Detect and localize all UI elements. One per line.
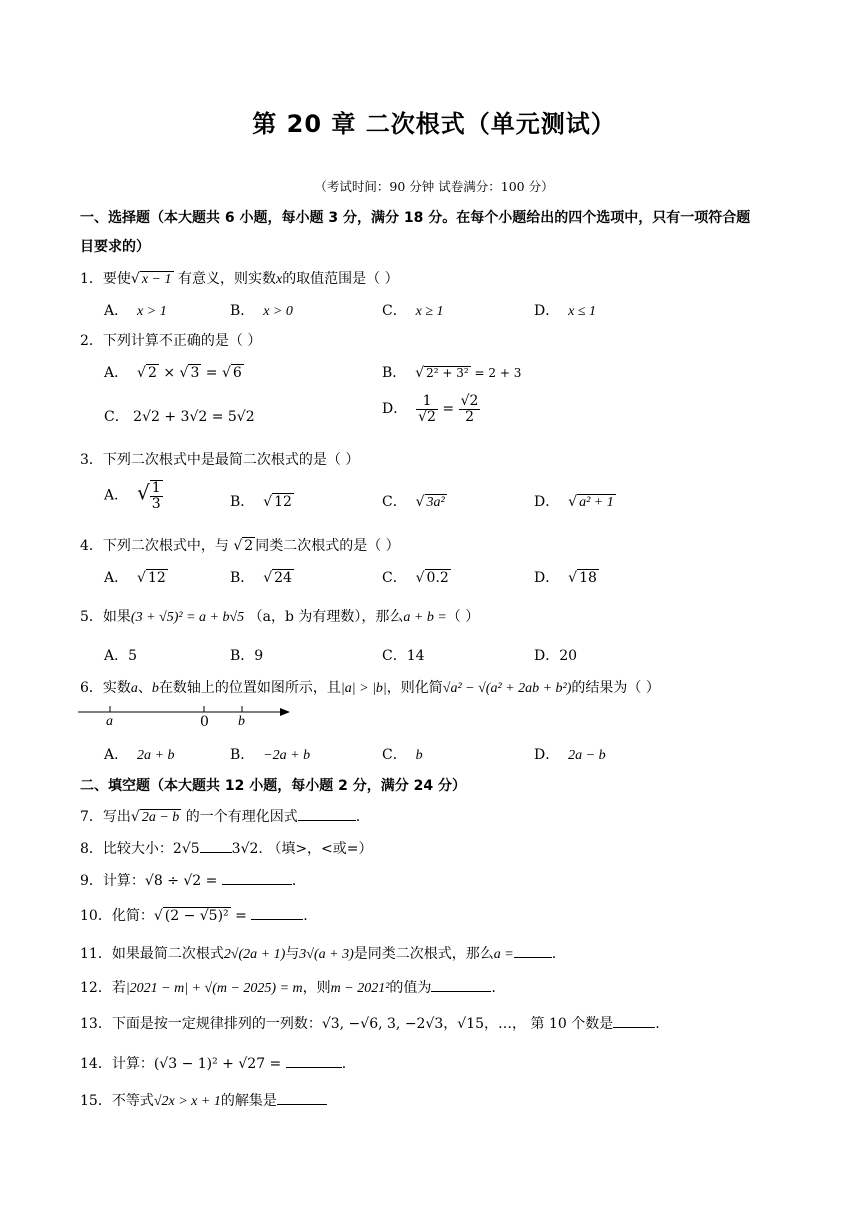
question-3: 3．下列二次根式中是最简二次根式的是（ ） [80, 452, 360, 468]
question-10: 10．化简：√ (2 − √5)² = . [80, 908, 308, 924]
q1-option-d[interactable]: D． x ≤ 1 [534, 303, 597, 319]
q5-option-a[interactable]: A．5 [104, 648, 138, 664]
page-title: 第 20 章 二次根式（单元测试） [252, 110, 616, 138]
q4-option-b[interactable]: B． √ 24 [230, 570, 292, 586]
question-1: 1．要使√ x − 1 有意义，则实数x的取值范围是（ ） [80, 271, 399, 287]
q1-radicand: x − 1 [141, 272, 172, 287]
q2-option-a[interactable]: A． √ 2 × √ 3 = √ 6 [104, 365, 242, 381]
q5-option-d[interactable]: D．20 [534, 648, 578, 664]
q6-option-b[interactable]: B． −2a + b [230, 747, 311, 763]
q10-answer-blank[interactable] [251, 907, 303, 920]
section1-heading: 一、选择题（本大题共 6 小题，每小题 3 分，满分 18 分。在每个小题给出的四个选项中，只有一项符合题 [80, 210, 751, 226]
q6-option-c[interactable]: C． b [382, 747, 423, 763]
q6-option-d[interactable]: D． 2a − b [534, 747, 606, 763]
q5-option-c[interactable]: C．14 [382, 648, 425, 664]
section2-heading: 二、填空题（本大题共 12 小题，每小题 2 分，满分 24 分） [80, 778, 466, 794]
question-4: 4．下列二次根式中，与 √ 2 同类二次根式的是（ ） [80, 538, 400, 554]
q1-var: x [275, 272, 283, 287]
q7-answer-blank[interactable] [298, 808, 356, 821]
q13-answer-blank[interactable] [613, 1015, 655, 1028]
q4-option-d[interactable]: D． √ 18 [534, 570, 597, 586]
axis-label-0: 0 [200, 714, 209, 730]
q15-answer-blank[interactable] [277, 1092, 327, 1105]
question-2: 2．下列计算不正确的是（ ） [80, 333, 262, 349]
q2-option-c[interactable]: C． 2√2 + 3√2 = 5√2 [104, 409, 255, 425]
question-14: 14．计算：(√3 − 1)² + √27 = . [80, 1056, 347, 1072]
arrow-icon [280, 708, 290, 716]
q5-option-b[interactable]: B．9 [230, 648, 264, 664]
q8-answer-blank[interactable] [200, 840, 232, 853]
q1-text3: 的取值范围是（ ） [282, 271, 399, 287]
question-12: 12．若|2021 − m| + √(m − 2025) = m，则m − 2021²的值为 . [80, 980, 496, 996]
question-13: 13．下面是按一定规律排列的一列数：√3, −√6, 3, −2√3，√15，…， 第 10 个数是 . [80, 1016, 660, 1032]
q1-text2: 有意义，则实数 [177, 271, 276, 287]
question-5: 5．如果(3 + √5)² = a + b√5 （a，b 为有理数），那么a + b =（ ） [80, 609, 480, 625]
axis-label-a: a [106, 714, 113, 729]
q1-option-a[interactable]: A． x > 1 [104, 303, 167, 319]
q2-option-b[interactable]: B． √ 2² + 3² = 2 + 3 [382, 365, 522, 381]
q12-answer-blank[interactable] [431, 979, 491, 992]
question-15: 15．不等式√2x > x + 1的解集是 [80, 1090, 327, 1110]
question-9: 9．计算：√8 ÷ √2 = . [80, 873, 297, 889]
q1-text: 1．要使 [80, 271, 131, 287]
question-11: 11．如果最简二次根式2√(2a + 1)与3√(a + 3)是同类二次根式，那么a = . [80, 946, 557, 962]
section1-heading-cont: 目要求的） [80, 239, 150, 255]
q14-answer-blank[interactable] [286, 1055, 342, 1068]
question-6: 6．实数a、b在数轴上的位置如图所示，且|a| > |b|，则化简√a² − √(a² + 2ab + b²)的结果为（ ） [80, 680, 660, 696]
q4-option-c[interactable]: C． √ 0.2 [382, 570, 449, 586]
q1-option-c[interactable]: C． x ≥ 1 [382, 303, 444, 319]
q9-answer-blank[interactable] [222, 872, 292, 885]
q3-option-d[interactable]: D． √ a² + 1 [534, 494, 614, 510]
q2-option-d[interactable]: D． $\frac{1}{√2}$ = $\frac{√2}{2}$ [382, 393, 479, 425]
q3-option-b[interactable]: B． √ 12 [230, 494, 292, 510]
exam-info: （考试时间：90 分钟 试卷满分：100 分） [314, 179, 554, 194]
question-8: 8．比较大小：2√5 3√2. （填>，<或=） [80, 841, 373, 857]
q1-option-b[interactable]: B． x > 0 [230, 303, 293, 319]
q11-answer-blank[interactable] [514, 945, 552, 958]
axis-label-b: b [238, 714, 245, 729]
q6-option-a[interactable]: A． 2a + b [104, 747, 175, 763]
q3-option-c[interactable]: C． √ 3a² [382, 494, 445, 510]
question-7: 7．写出√ 2a − b 的一个有理化因式 . [80, 809, 361, 825]
q4-option-a[interactable]: A． √ 12 [104, 570, 166, 586]
q3-option-a[interactable]: A． √ $\frac{1}{3}$ [104, 480, 161, 512]
